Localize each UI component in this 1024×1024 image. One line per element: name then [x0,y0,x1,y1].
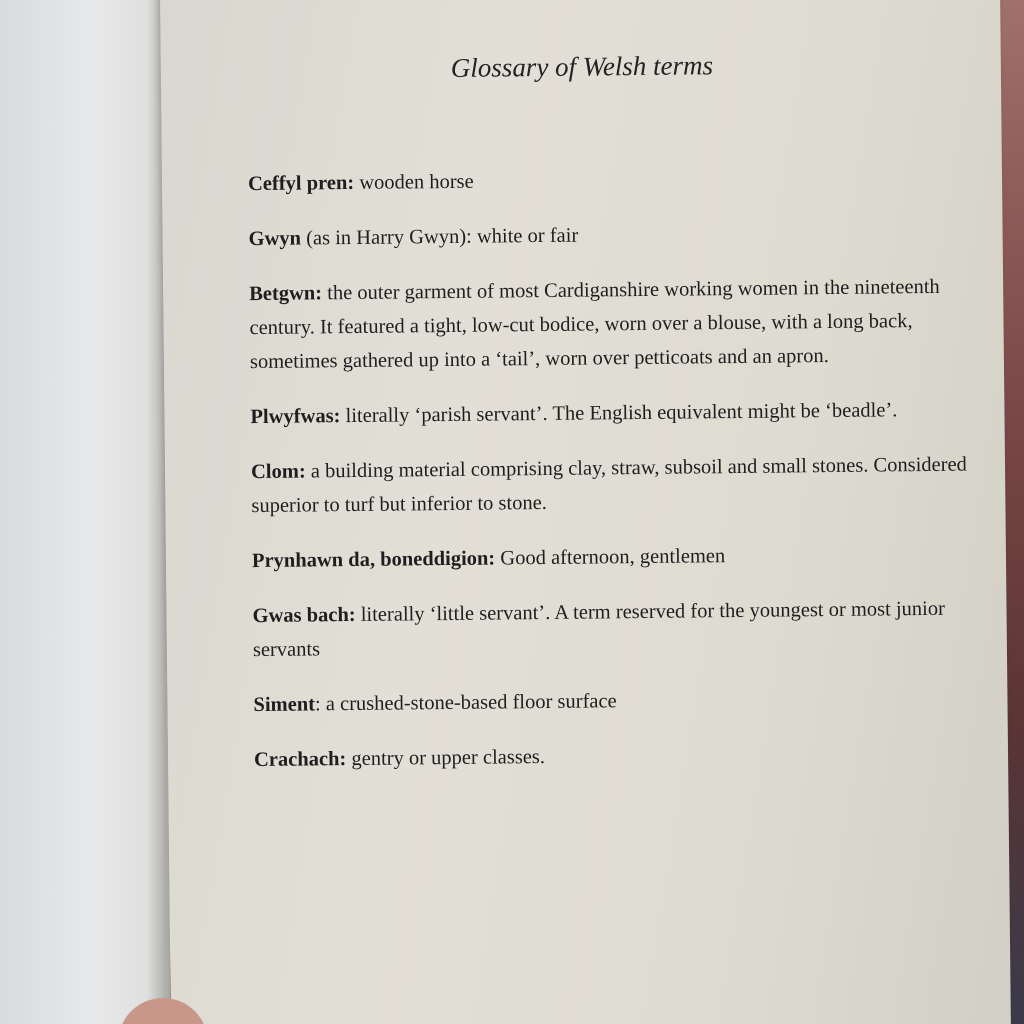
right-page [160,0,1011,1024]
entry-term: Ceffyl pren: [247,171,355,196]
entry-definition: Good afternoon, gentlemen [495,545,726,570]
glossary-entry [253,680,993,722]
glossary-entry [252,536,992,578]
entry-term: Plwyfwas: [250,405,341,429]
entry-definition: : white or fair [465,224,579,248]
entry-term: Gwas bach: [252,603,356,628]
glossary-entry [249,269,990,379]
glossary-entry [252,591,993,667]
entry-term: Siment [253,693,316,717]
entry-definition: a building material comprising clay, straw, subsoil and small stones. Considered superior to turf but inferior to stone. [251,453,967,518]
glossary-entry [254,735,994,777]
entry-definition: : a crushed-stone-based floor surface [314,690,617,716]
glossary-entry [248,159,988,201]
entry-definition: literally ‘little servant’. A term reserved for the youngest or most junior servants [252,597,945,662]
glossary-entry [248,214,988,256]
entry-definition: gentry or upper classes. [346,746,546,771]
entry-term: Crachach: [253,748,347,772]
entry-definition: wooden horse [354,170,474,194]
entry-definition: literally ‘parish servant’. The English equivalent might be ‘beadle’. [340,399,898,428]
entry-term: Clom: [250,460,306,484]
glossary-entry [250,392,990,434]
page-title: Glossary of Welsh terms [450,50,714,83]
entry-definition: the outer garment of most Cardiganshire working women in the nineteenth century. It featured a tight, low-cut bodice, worn over a blouse, with a long back, sometimes gathered up into a ‘tail’, worn over petticoats and an apron. [249,275,940,374]
left-page [0,0,170,1024]
entry-term: Betgwn: [249,282,323,306]
entry-note: (as in Harry Gwyn) [300,225,467,250]
entry-term: Prynhawn da, boneddigion: [251,547,496,573]
entry-term: Gwyn [248,227,302,251]
glossary-list [248,159,995,798]
glossary-entry [251,447,992,523]
